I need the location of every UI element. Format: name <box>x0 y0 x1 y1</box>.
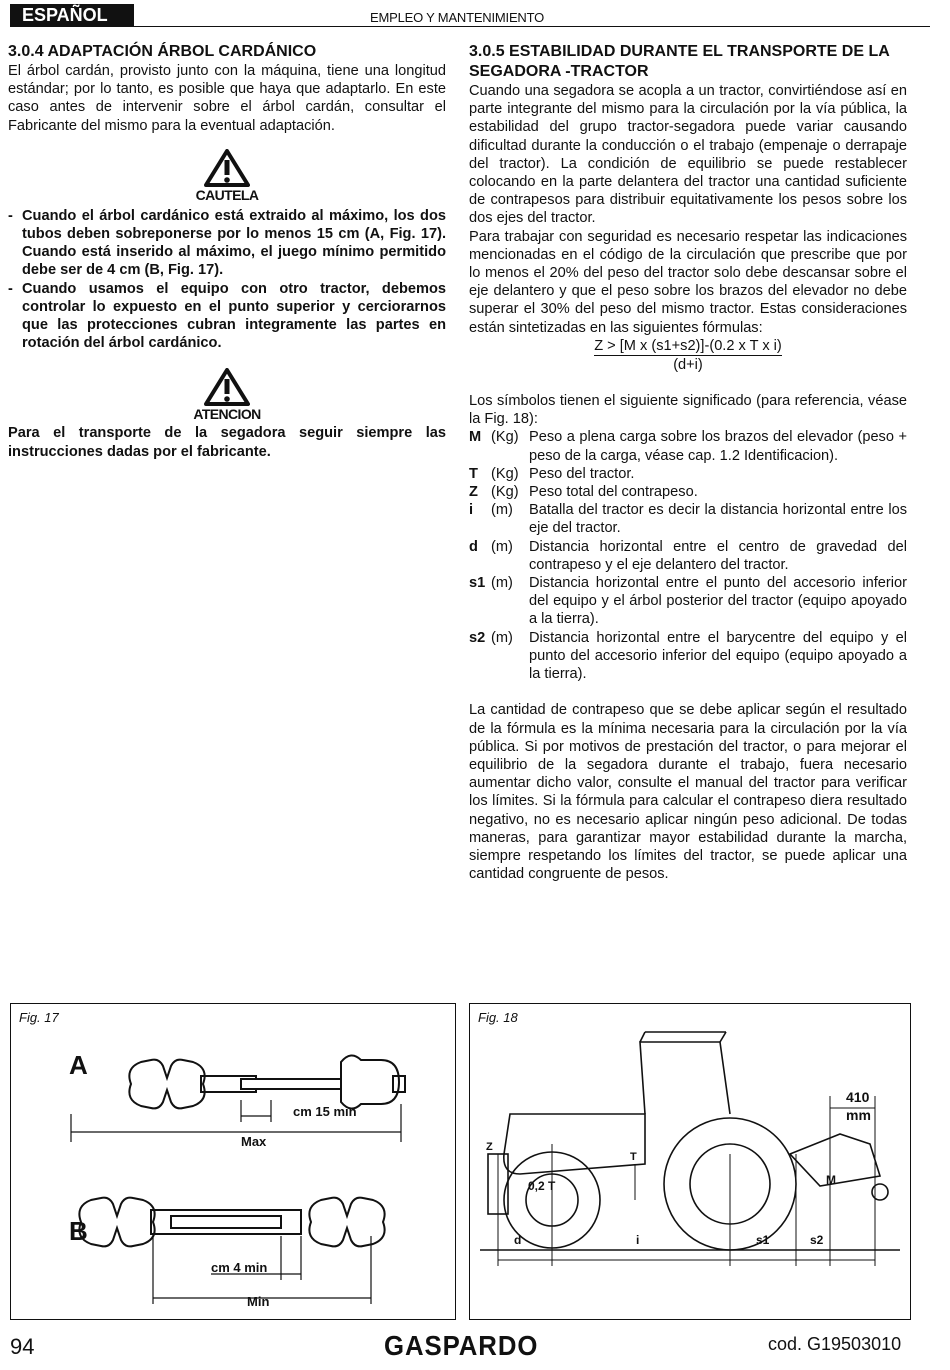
stability-paragraph-1: Cuando una segadora se acopla a un tractor, convirtiéndose así en parte integrante del mismo para la circulación por la vía pública, la estabilidad del grupo tractor-segadora puede variar causando dificultad durante la conducción o el trabajo (empenaje o derrapaje del tractor). La condición de equilibrio se puede restablecer colocando en la parte delantera del tractor una cantidad suficiente de contrapesos para distribuir equitativamente los pesos sobre los dos ejes del tractor. <box>469 83 907 227</box>
label-z: Z <box>486 1141 493 1153</box>
max-label: Max <box>241 1134 267 1149</box>
figure-17 <box>10 1003 456 1320</box>
section-heading-304: 3.0.4 ADAPTACIÓN ÁRBOL CARDÁNICO <box>8 43 317 60</box>
caution-bullet-2 <box>8 280 446 353</box>
label-b: B <box>69 1216 88 1246</box>
label-s1: s1 <box>756 1233 770 1247</box>
symbol-unit: (Kg) <box>491 484 519 501</box>
caution-block <box>8 149 446 203</box>
symbol-unit: (m) <box>491 575 513 592</box>
symbol-desc: Distancia horizontal entre el barycentre del equipo y el punto del accesorio inferior del equipo (equipo apoyado a la tierra). <box>529 629 907 683</box>
attention-label: ATENCION <box>193 406 261 423</box>
label-a: A <box>69 1050 88 1080</box>
symbol-desc: Peso del tractor. <box>529 465 635 482</box>
symbol: s2 <box>469 629 486 646</box>
warning-triangle-icon <box>204 149 250 187</box>
symbol-desc: Peso total del contrapeso. <box>529 484 698 501</box>
symbol-desc: Distancia horizontal entre el centro de gravedad del contrapeso y el eje delantero del tractor. <box>529 538 907 573</box>
dim-410-label: 410 <box>846 1089 870 1105</box>
figure-17-caption: Fig. 17 <box>19 1010 59 1025</box>
label-s2: s2 <box>810 1233 824 1247</box>
symbol-row <box>469 465 907 483</box>
symbols-list <box>469 428 907 683</box>
intro-paragraph: El árbol cardán, provisto junto con la máquina, tiene una longitud estándar; por lo tanto, es posible que haya que adaptarlo. En este caso antes de intervenir sobre el árbol cardán, consultar el Fabricante del mismo para la eventual adaptación. <box>8 63 446 134</box>
label-d: d <box>514 1233 522 1247</box>
symbol-row <box>469 483 907 501</box>
bullet-text: Cuando usamos el equipo con otro tractor, debemos controlar lo expuesto en el punto superior y cerciorarnos que las protecciones cubran integramente las partes en rotación del árbol cardánico. <box>22 280 446 352</box>
label-i: i <box>636 1233 640 1247</box>
symbol-unit: (m) <box>491 629 513 646</box>
right-column <box>469 42 907 883</box>
symbol-unit: (Kg) <box>491 465 519 482</box>
dim-mm-label: mm <box>846 1107 871 1123</box>
symbol-row <box>469 428 907 464</box>
symbol-unit: (Kg) <box>491 429 519 446</box>
caution-bullet-1 <box>8 207 446 280</box>
formula-numerator: Z > [M x (s1+s2)]-(0.2 x T x i) <box>594 337 782 354</box>
symbol: M <box>469 429 482 446</box>
symbol-desc: Batalla del tractor es decir la distancia horizontal entre los eje del tractor. <box>529 502 907 537</box>
attention-block <box>8 368 446 422</box>
stability-paragraph-3: La cantidad de contrapeso que se debe aplicar según el resultado de la fórmula es la mínima necesaria para la circulación por la vía pública. Si por motivos de prestación del tractor, o para mejorar el equilibrio de la segadora durante el trabajo, fuera necesario aumentar dicho valor, consulte el manual del tractor para verificar los límites. Si la fórmula para calcular el contrapeso diera resultado negativo, no es necesario aplicar ningún peso adicional. De todas maneras, para garantizar mayor estabilidad durante la marcha, siempre respetando los límites del tractor, se puede aplicar una cantidad congruente de pesos. <box>469 702 907 883</box>
formula <box>469 337 907 374</box>
overlap-15cm-label: cm 15 min <box>293 1104 357 1119</box>
header-rule <box>10 26 930 27</box>
bullet-dash: - <box>8 280 13 297</box>
figure-18 <box>469 1003 911 1320</box>
formula-denominator: (d+i) <box>673 356 703 373</box>
symbol: s1 <box>469 575 486 592</box>
caution-label: CAUTELA <box>195 186 259 203</box>
brand-logo: GASPARDO <box>384 1330 539 1361</box>
symbol-unit: (m) <box>491 502 513 519</box>
symbol-row <box>469 629 907 684</box>
label-02t: 0,2 T <box>528 1179 556 1193</box>
warning-triangle-icon <box>204 368 250 406</box>
cardan-shaft-drawing <box>11 1004 455 1319</box>
symbol-desc: Distancia horizontal entre el punto del accesorio inferior del equipo y el árbol posterior del tractor (equipo apoyado a la tierra). <box>529 575 907 628</box>
attention-text: Para el transporte de la segadora seguir siempre las instrucciones dadas por el fabricante. <box>8 425 446 460</box>
figure-18-caption: Fig. 18 <box>478 1010 518 1025</box>
symbols-intro: Los símbolos tienen el siguiente significado (para referencia, véase la Fig. 18): <box>469 393 907 428</box>
bullet-text: Cuando el árbol cardánico está extraido al máximo, los dos tubos deben sobreponerse por lo menos 15 cm (A, Fig. 17). Cuando está inserido al máximo, el juego mínimo permitido debe ser de 4 cm (B, Fig. 17). <box>22 207 446 279</box>
symbol-unit: (m) <box>491 538 513 555</box>
symbol-row <box>469 538 907 574</box>
left-column <box>8 42 446 461</box>
page-number: 94 <box>10 1334 35 1359</box>
section-heading-305: 3.0.5 ESTABILIDAD DURANTE EL TRANSPORTE DE LA SEGADORA -TRACTOR <box>469 43 890 80</box>
symbol-row <box>469 501 907 537</box>
symbol: Z <box>469 484 478 501</box>
symbol: i <box>469 502 474 519</box>
language-tab: ESPAÑOL <box>10 4 134 26</box>
stability-paragraph-2: Para trabajar con seguridad es necesario respetar las indicaciones mencionadas en el código de la circulación que prescribe que por lo menos el 20% del peso del tractor solo debe descansar sobre el eje delantero y que el peso sobre los brazos del elevador no debe superar el 30% del peso del mismo tractor. Estas consideraciones están sintetizadas en las siguientes fórmulas: <box>469 228 907 336</box>
label-m: M <box>826 1173 836 1187</box>
symbol: d <box>469 538 478 555</box>
symbol-row <box>469 574 907 629</box>
play-4cm-label: cm 4 min <box>211 1260 268 1275</box>
symbol-desc: Peso a plena carga sobre los brazos del elevador (peso + peso de la carga, véase cap. 1.2 Identificacion). <box>529 429 907 464</box>
bullet-dash: - <box>8 207 13 224</box>
section-title: EMPLEO Y MANTENIMIENTO <box>370 10 545 25</box>
document-code: cod. G19503010 <box>768 1334 902 1354</box>
symbol: T <box>469 465 478 482</box>
min-label: Min <box>247 1294 270 1309</box>
tractor-mower-drawing <box>470 1004 910 1319</box>
label-t: T <box>630 1151 637 1163</box>
